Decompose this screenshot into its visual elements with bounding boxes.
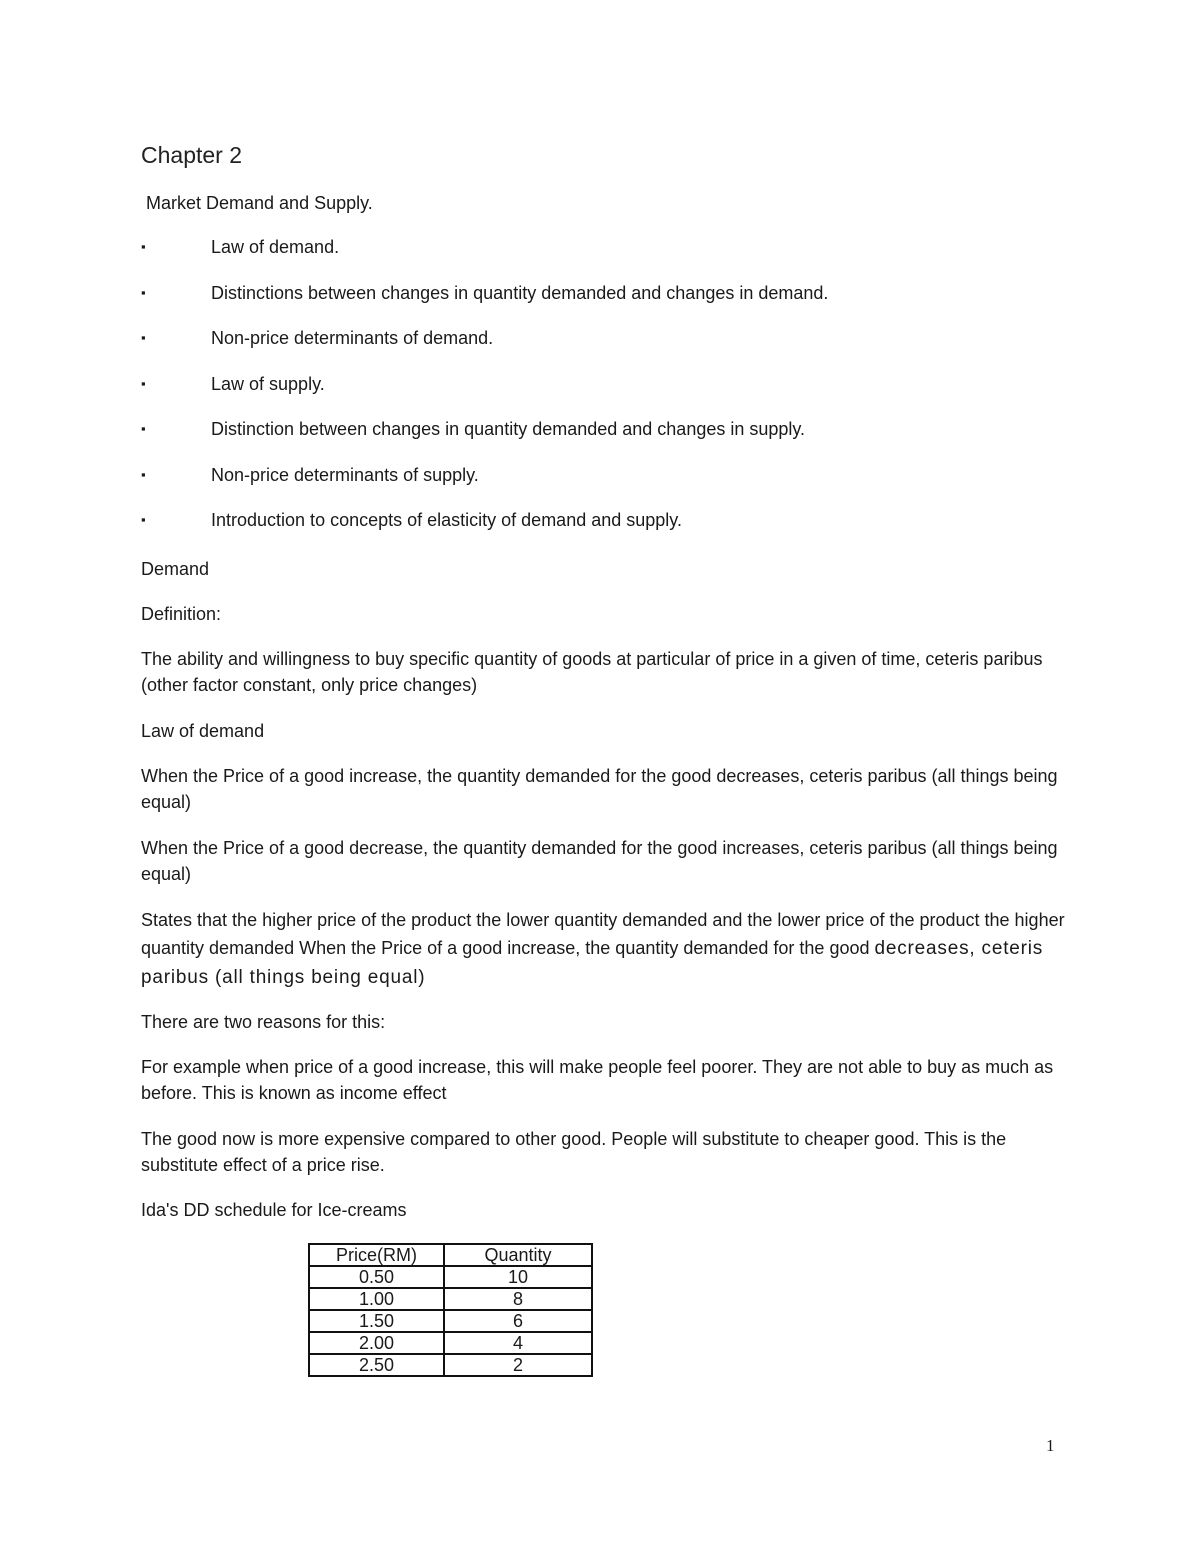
price-cell: 1.50	[309, 1310, 444, 1332]
bullet-icon: ▪	[141, 330, 146, 345]
page-number: 1	[1046, 1436, 1055, 1455]
list-item	[141, 236, 1101, 282]
price-cell: 2.00	[309, 1332, 444, 1354]
table-row	[309, 1310, 592, 1332]
price-cell: 2.50	[309, 1354, 444, 1376]
demand-heading: Demand	[141, 559, 210, 579]
list-item	[141, 327, 1101, 373]
bullet-text: Non-price determinants of supply.	[211, 464, 479, 485]
reasons-heading: There are two reasons for this:	[141, 1012, 386, 1032]
price-cell: 1.00	[309, 1288, 444, 1310]
bullet-icon: ▪	[141, 375, 146, 391]
column-header-price: Price(RM)	[309, 1244, 444, 1266]
table-row	[309, 1354, 592, 1376]
definition-text: The ability and willingness to buy specific quantity of goods at particular of price in a given of time, ceteris paribus (other factor constant, only price changes)	[141, 649, 1043, 695]
list-item	[141, 464, 1101, 510]
chapter-title: Chapter 2	[141, 142, 243, 168]
bullet-text: Introduction to concepts of elasticity of demand and supply.	[211, 510, 682, 530]
law-paragraph-decrease: When the Price of a good decrease, the quantity demanded for the good increases, ceteris paribus (all things being equal)	[141, 838, 1058, 884]
table-header-row	[309, 1244, 592, 1266]
quantity-cell: 10	[444, 1266, 592, 1288]
quantity-cell: 4	[444, 1332, 592, 1354]
bullet-text: Non-price determinants of demand.	[211, 328, 494, 348]
column-header-quantity: Quantity	[444, 1244, 592, 1266]
definition-heading: Definition:	[141, 604, 222, 624]
chapter-subtitle: Market Demand and Supply.	[146, 193, 373, 213]
price-cell: 0.50	[309, 1266, 444, 1288]
quantity-cell: 8	[444, 1288, 592, 1310]
bullet-icon: ▪	[141, 512, 146, 527]
quantity-cell: 2	[444, 1354, 592, 1376]
bullet-text: Distinctions between changes in quantity demanded and changes in demand.	[211, 282, 829, 303]
schedule-caption: Ida's DD schedule for Ice-creams	[141, 1200, 407, 1220]
bullet-icon: ▪	[141, 284, 146, 300]
bullet-text: Distinction between changes in quantity demanded and changes in supply.	[211, 419, 806, 439]
demand-schedule-table	[308, 1243, 593, 1377]
table-row	[309, 1266, 592, 1288]
bullet-icon: ▪	[141, 466, 146, 482]
law-of-demand-heading: Law of demand	[141, 721, 265, 741]
list-item	[141, 373, 1101, 419]
income-effect-paragraph: For example when price of a good increase, this will make people feel poorer. They are not able to buy as much as before. This is known as income effect	[141, 1057, 1054, 1103]
bullet-text: Law of supply.	[211, 373, 325, 394]
list-item	[141, 418, 1101, 464]
topic-bullet-list	[141, 236, 1101, 555]
law-statement-head: States that the higher price of the product the lower quantity demanded and the lower price of the product the higher quantity demanded When the Price of a good increase, the quantity demanded for the good	[141, 910, 1065, 958]
list-item	[141, 509, 1101, 555]
law-statement-paragraph	[141, 906, 1071, 992]
quantity-cell: 6	[444, 1310, 592, 1332]
demand-schedule-table-wrapper	[308, 1243, 593, 1377]
table-row	[309, 1332, 592, 1354]
law-statement-tail: decreases, ceteris paribus (all things being equal)	[141, 938, 1044, 988]
bullet-icon: ▪	[141, 421, 146, 436]
substitute-effect-paragraph: The good now is more expensive compared to other good. People will substitute to cheaper good. This is the substitute effect of a price rise.	[141, 1129, 1007, 1175]
bullet-text: Law of demand.	[211, 237, 340, 257]
list-item	[141, 282, 1101, 328]
bullet-icon: ▪	[141, 239, 146, 254]
law-paragraph-increase: When the Price of a good increase, the quantity demanded for the good decreases, ceteris paribus (all things being equal)	[141, 766, 1058, 812]
table-row	[309, 1288, 592, 1310]
